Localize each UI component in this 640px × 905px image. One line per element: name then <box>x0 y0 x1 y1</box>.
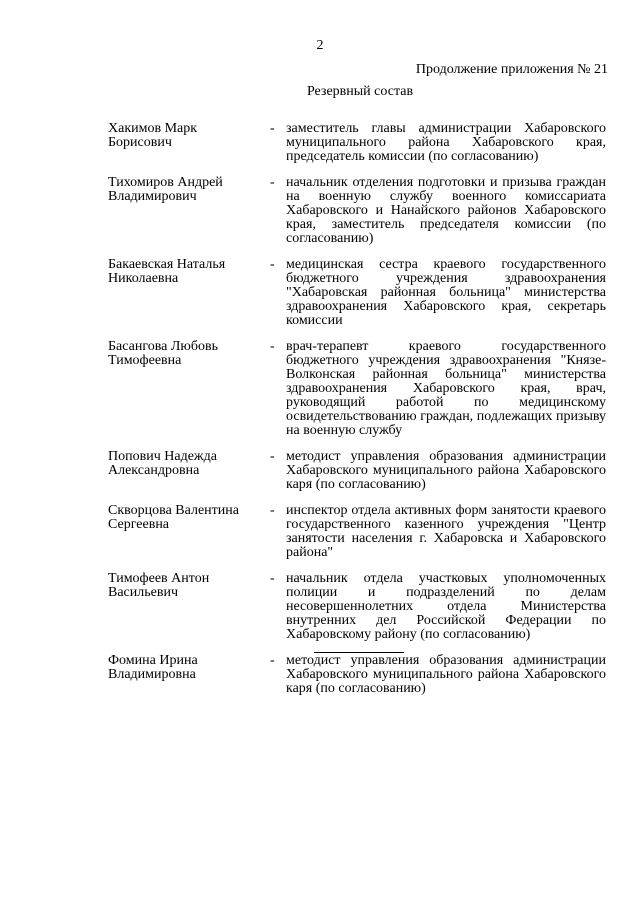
reserve-members-list <box>108 122 606 708</box>
member-row <box>108 176 606 246</box>
member-dash: - <box>270 571 275 586</box>
member-dash: - <box>270 175 275 190</box>
member-surname-first: Бакаевская Наталья <box>108 257 226 272</box>
member-dash: - <box>270 653 275 668</box>
member-role: методист управления образования администрации Хабаровского муниципального района Хабаровского каря (по согласованию) <box>286 449 606 492</box>
member-surname-first: Тимофеев Антон <box>108 571 210 586</box>
member-role: начальник отдела участковых уполномоченных полиции и подразделений по делам несовершеннолетних отдела Министерства внутренних дел Российской Федерации по Хабаровскому району (по согласованию) <box>286 571 606 642</box>
member-row <box>108 122 606 164</box>
member-row <box>108 258 606 328</box>
member-patronymic: Владимирович <box>108 189 197 204</box>
member-name <box>108 340 270 438</box>
member-dash: - <box>270 257 275 272</box>
member-role: начальник отделения подготовки и призыва граждан на военную службу военного комиссариата Хабаровского и Нанайского районов Хабаровского края, заместитель председателя комиссии (по согласованию) <box>286 175 606 246</box>
member-dash: - <box>270 449 275 464</box>
end-divider <box>314 652 404 653</box>
member-role: врач-терапевт краевого государственного бюджетного учреждения здравоохранения "Князе-Волконская районная больница" министерства здравоохранения Хабаровского края, врач, руководящий работой по медицинскому освидетельствованию граждан, подлежащих призыву на военную службу <box>286 339 606 438</box>
member-patronymic: Александровна <box>108 463 200 478</box>
member-patronymic: Николаевна <box>108 271 179 286</box>
member-surname-first: Попович Надежда <box>108 449 217 464</box>
member-name <box>108 176 270 246</box>
member-name <box>108 654 270 696</box>
member-row <box>108 654 606 696</box>
appendix-note: Продолжение приложения № 21 <box>415 62 608 77</box>
member-row <box>108 504 606 560</box>
member-name <box>108 572 270 642</box>
member-surname-first: Фомина Ирина <box>108 653 198 668</box>
member-role: медицинская сестра краевого государственного бюджетного учреждения здравоохранения "Хабаровская районная больница" министерства здравоохранения Хабаровского края, секретарь комиссии <box>286 257 606 328</box>
member-role: инспектор отдела активных форм занятости краевого государственного казенного учреждения "Центр занятости населения г. Хабаровска и Хабаровского района" <box>286 503 606 560</box>
member-row <box>108 572 606 642</box>
member-surname-first: Басангова Любовь <box>108 339 218 354</box>
member-dash: - <box>270 121 275 136</box>
member-name <box>108 450 270 492</box>
member-role: методист управления образования администрации Хабаровского муниципального района Хабаровского каря (по согласованию) <box>286 653 606 696</box>
member-name <box>108 504 270 560</box>
member-row <box>108 450 606 492</box>
member-surname-first: Тихомиров Андрей <box>108 175 223 190</box>
member-role: заместитель главы администрации Хабаровского муниципального района Хабаровского края, председатель комиссии (по согласованию) <box>286 121 606 164</box>
member-name <box>108 122 270 164</box>
member-patronymic: Васильевич <box>108 585 178 600</box>
member-surname-first: Скворцова Валентина <box>108 503 239 518</box>
page-number: 2 <box>316 38 324 53</box>
section-title: Резервный состав <box>306 84 414 99</box>
member-patronymic: Борисович <box>108 135 172 150</box>
member-patronymic: Сергеевна <box>108 517 170 532</box>
member-patronymic: Владимировна <box>108 667 196 682</box>
member-name <box>108 258 270 328</box>
member-row <box>108 340 606 438</box>
member-dash: - <box>270 339 275 354</box>
member-surname-first: Хакимов Марк <box>108 121 198 136</box>
member-dash: - <box>270 503 275 518</box>
member-patronymic: Тимофеевна <box>108 353 182 368</box>
